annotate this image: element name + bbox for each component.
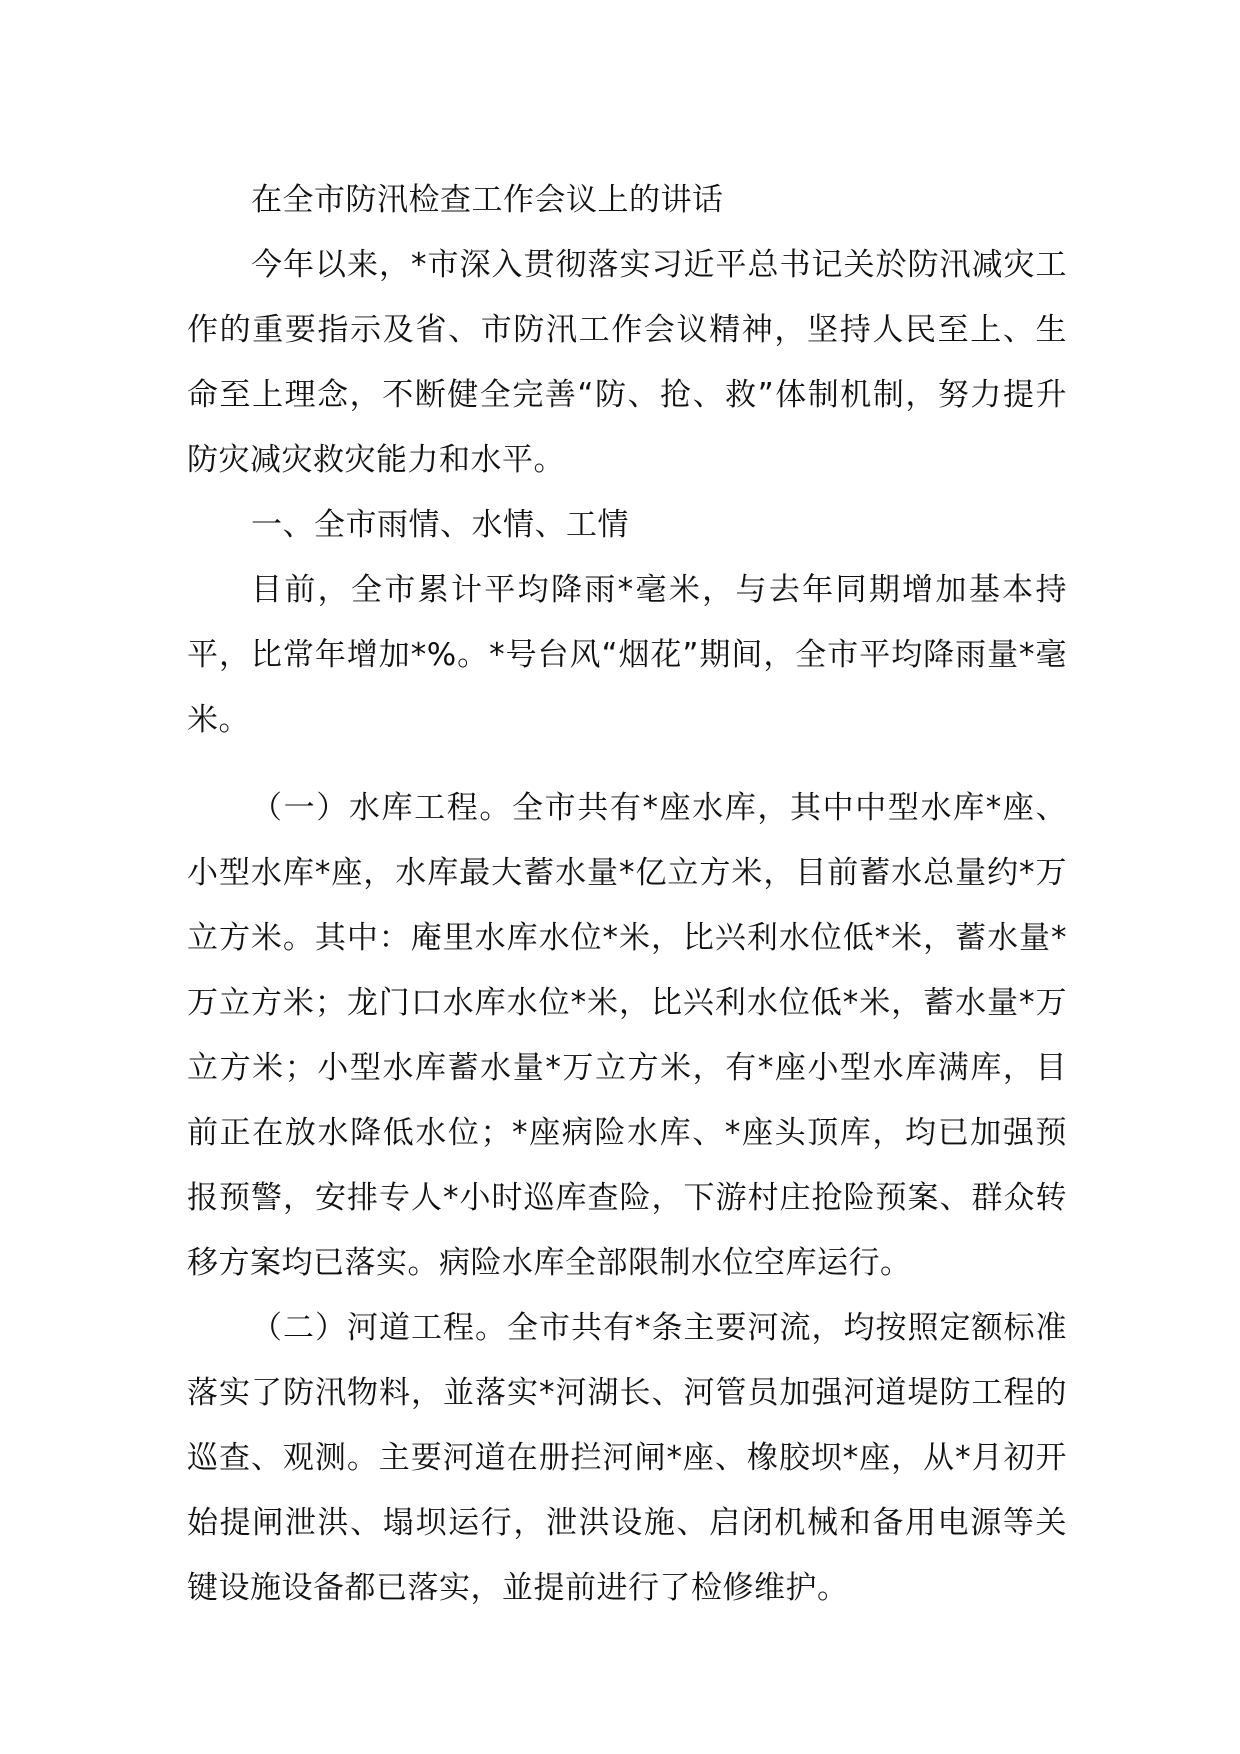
document-body [187,168,1067,1621]
intro-paragraph: 今年以来，*市深入贯彻落实习近平总书记关於防汛减灾工作的重要指示及省、市防汛工作会议精神，坚持人民至上、生命至上理念，不断健全完善“防、抢、救”体制机制，努力提升防灾减灾救灾能力和水平。 [187,247,1067,478]
reservoir-paragraph: （一）水库工程。全市共有*座水库，其中中型水库*座、小型水库*座，水库最大蓄水量*亿立方米，目前蓄水总量约*万立方米。其中：庵里水库水位*米，比兴利水位低*米，蓄水量*万立方米；龙门口水库水位*米，比兴利水位低*米，蓄水量*万立方米；小型水库蓄水量*万立方米，有*座小型水库满库，目前正在放水降低水位；*座病险水库、*座头顶库，均已加强预报预警，安排专人*小时巡库查险，下游村庄抢险预案、群众转移方案均已落实。病险水库全部限制水位空库运行。 [187,790,1067,1281]
rainfall-paragraph: 目前，全市累计平均降雨*毫米，与去年同期增加基本持平，比常年增加*%。*号台风“烟花”期间，全市平均降雨量*毫米。 [187,572,1067,738]
river-paragraph: （二）河道工程。全市共有*条主要河流，均按照定额标准落实了防汛物料，並落实*河湖长、河管员加强河道堤防工程的巡查、观测。主要河道在册拦河闸*座、橡胶坝*座，从*月初开始提闸泄洪、塌坝运行，泄洪设施、启闭机械和备用电源等关键设施设备都已落实，並提前进行了检修维护。 [187,1310,1067,1606]
speech-title: 在全市防汛检查工作会议上的讲话 [251,182,724,218]
section-heading-1: 一、全市雨情、水情、工情 [251,507,629,543]
